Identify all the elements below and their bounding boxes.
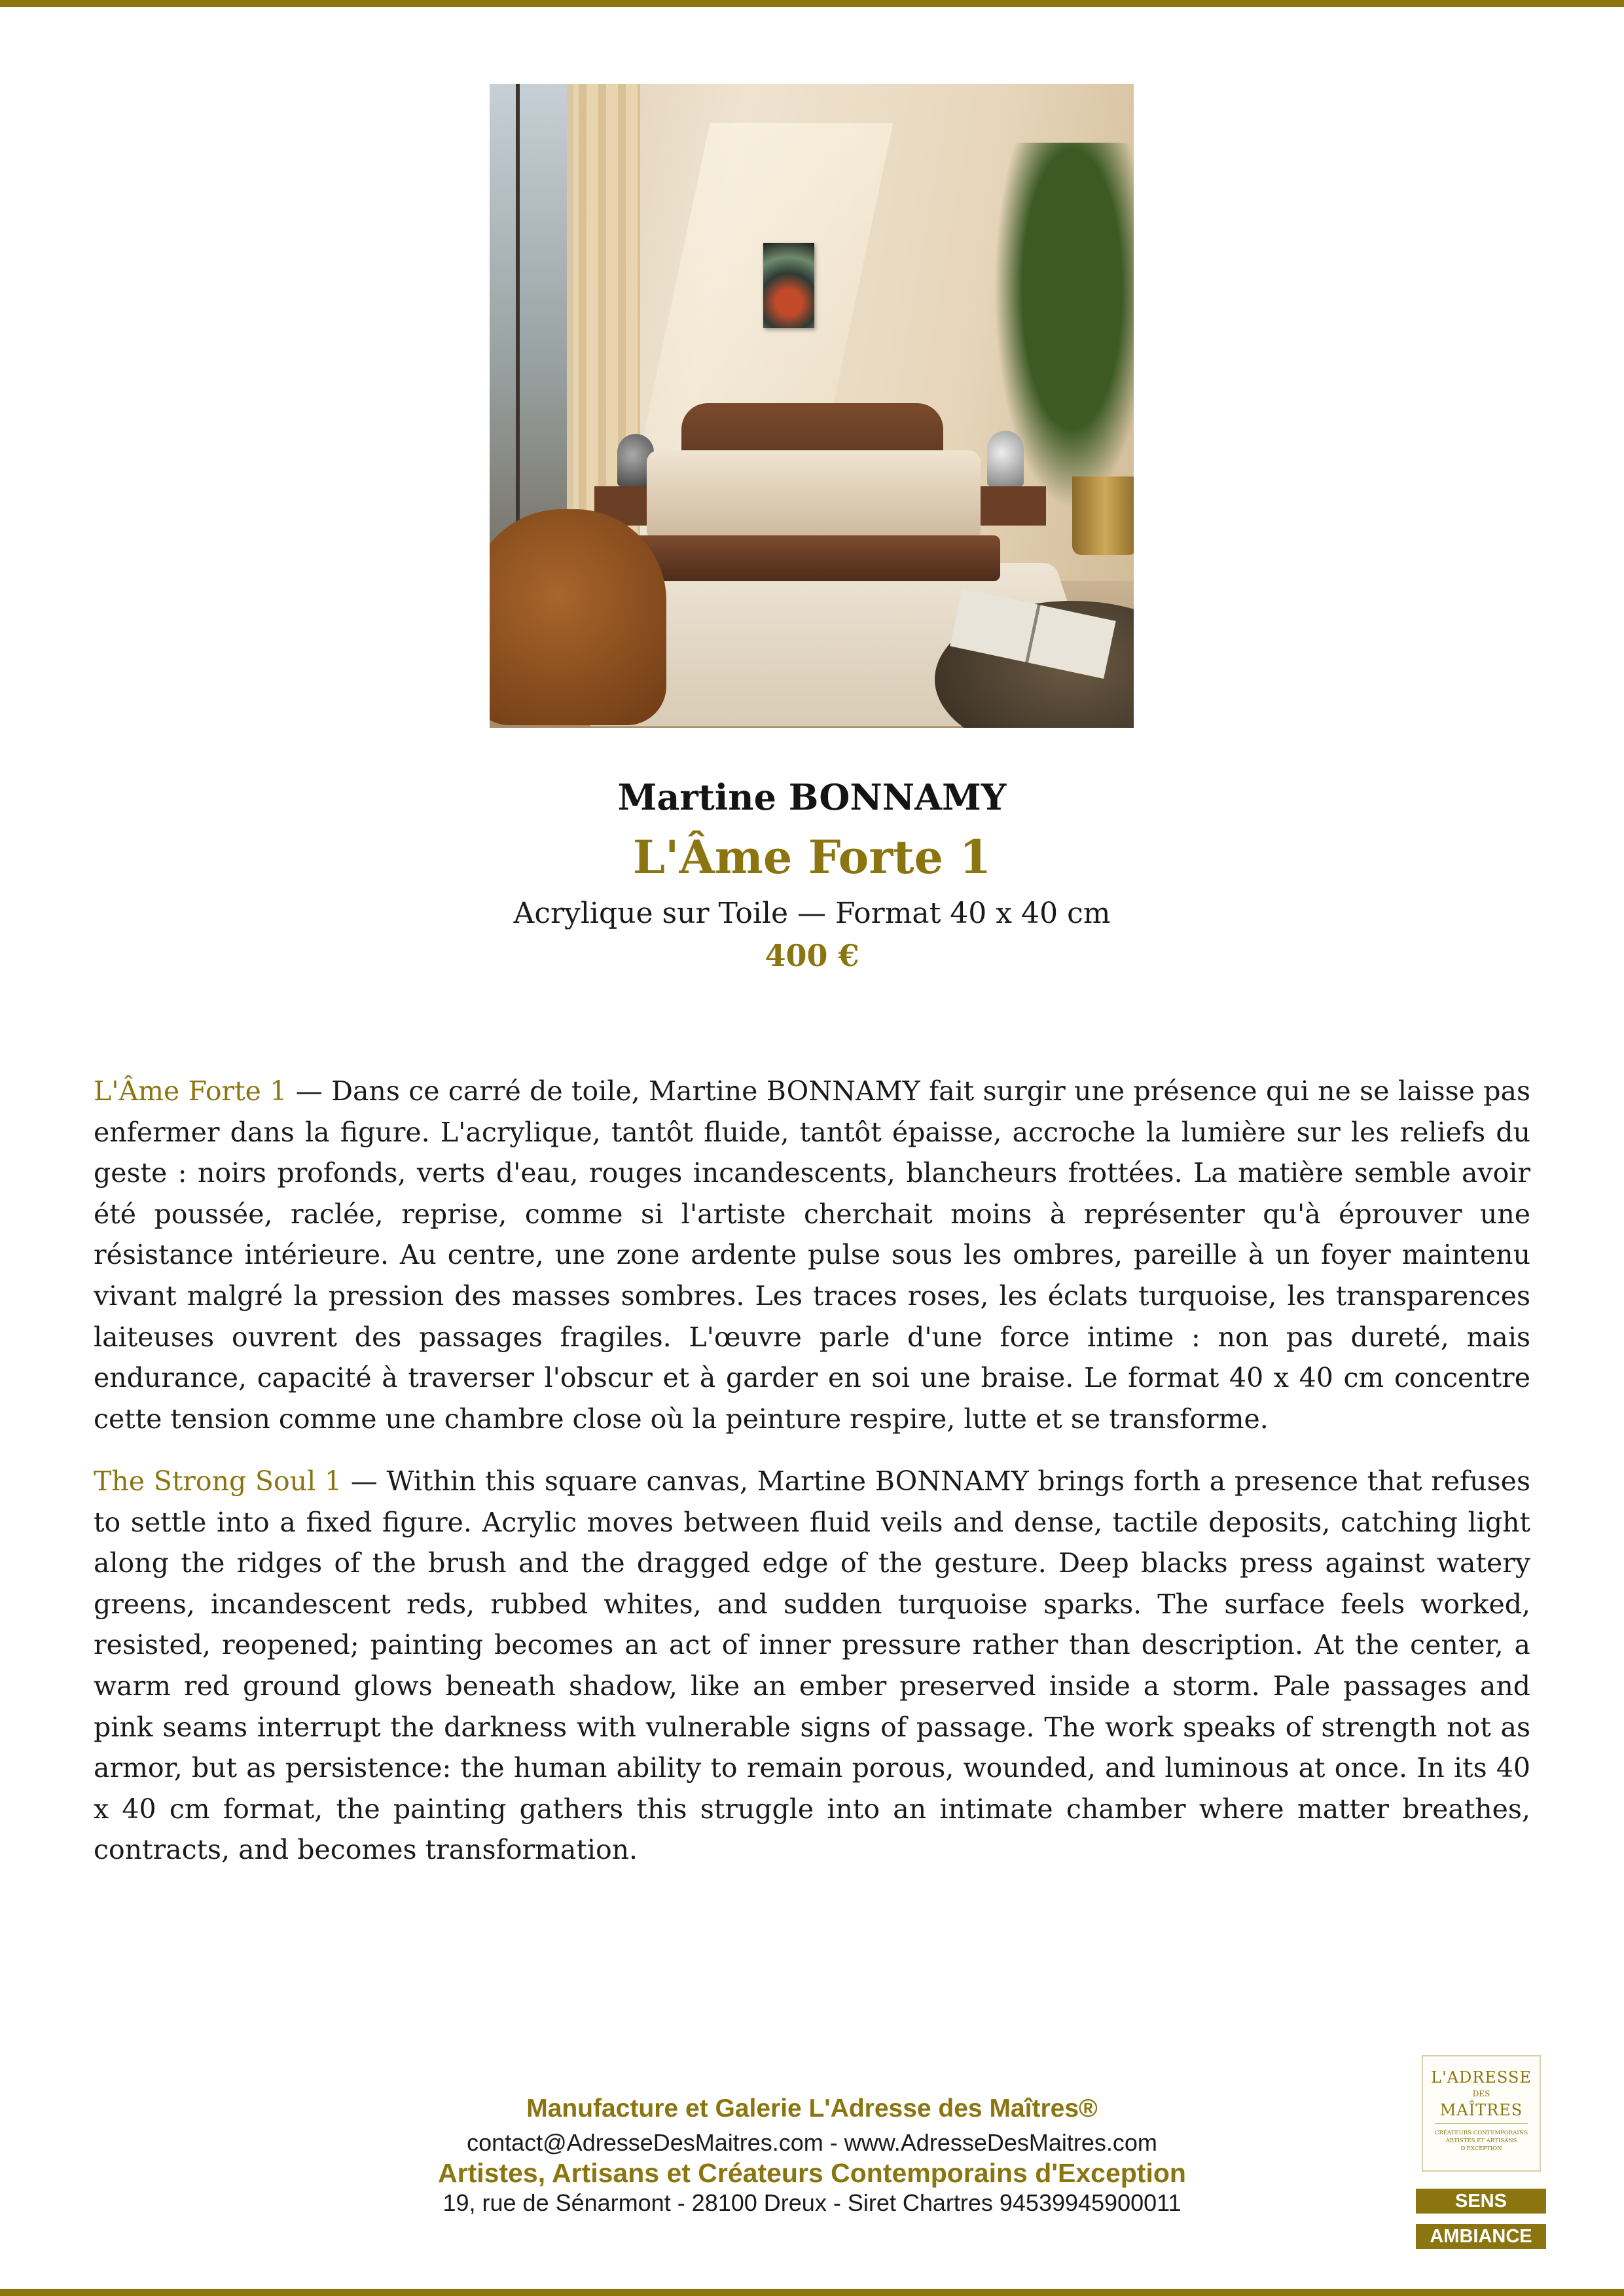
footer-contact: contact@AdresseDesMaitres.com - www.AdresseDesMaitres.com	[467, 2129, 1157, 2156]
footer-tagline: Artistes, Artisans et Créateurs Contemporains d'Exception	[438, 2158, 1186, 2188]
logo-line-1: L'ADRESSE	[1431, 2068, 1532, 2087]
description-english	[94, 1461, 1530, 1871]
description-french-text: — Dans ce carré de toile, Martine BONNAMY fait surgir une présence qui ne se laisse pas enfermer dans la figure. L'acrylique, tantôt fluide, tantôt épaisse, accroche la lumière sur les reliefs du geste : noirs profonds, verts d'eau, rouges incandescents, blancheurs frottées. La matière semble avoir été poussée, raclée, reprise, comme si l'artiste cherchait moins à représenter qu'à éprouver une résistance intérieure. Au centre, une zone ardente pulse sous les ombres, pareille à un foyer maintenu vivant malgré la pression des masses sombres. Les traces roses, les éclats turquoise, les transparences laiteuses ouvrent des passages fragiles. L'œuvre parle d'une force intime : non pas dureté, mais endurance, capacité à traverser l'obscur et à garder en soi une braise. Le format 40 x 40 cm concentre cette tension comme une chambre close où la peinture respire, lutte et se transforme.	[94, 1075, 1530, 1435]
artwork-title: L'Âme Forte 1	[632, 830, 992, 884]
logo-line-2: DES	[1472, 2089, 1490, 2098]
description-french-lead: L'Âme Forte 1	[94, 1075, 287, 1107]
photo-lamp-right	[987, 431, 1024, 486]
artwork-price: 400 €	[765, 938, 859, 973]
logo-line-4: CRÉATEURS CONTEMPORAINS ARTISTES ET ARTISANS D'EXCEPTION	[1434, 2130, 1528, 2152]
bottom-accent-bar	[0, 2289, 1624, 2296]
tag-sens: SENS	[1416, 2189, 1546, 2214]
artist-name: Martine BONNAMY	[617, 776, 1007, 818]
artwork-medium-format: Acrylique sur Toile — Format 40 x 40 cm	[513, 897, 1111, 930]
footer-gallery-name: Manufacture et Galerie L'Adresse des Maîtres®	[526, 2094, 1098, 2123]
footer-address: 19, rue de Sénarmont - 28100 Dreux - Siret Chartres 94539945900011	[442, 2189, 1182, 2216]
photo-mattress	[647, 450, 981, 542]
description-english-text: — Within this square canvas, Martine BONNAMY brings forth a presence that refuses to settle into a fixed figure. Acrylic moves between fluid veils and dense, tactile deposits, catching light along the ridges of the brush and the dragged edge of the gesture. Deep blacks press against watery greens, incandescent reds, rubbed whites, and sudden turquoise sparks. The surface feels worked, resisted, reopened; painting becomes an act of inner pressure rather than description. At the center, a warm red ground glows beneath shadow, like an ember preserved inside a storm. Pale passages and pink seams interrupt the darkness with vulnerable signs of passage. The work speaks of strength not as armor, but as persistence: the human ability to remain porous, wounded, and luminous at once. In its 40 x 40 cm format, the painting gathers this struggle into an intimate chamber where matter breathes, contracts, and becomes transformation.	[94, 1465, 1530, 1866]
description-french	[94, 1071, 1530, 1439]
gallery-logo	[1422, 2055, 1541, 2172]
photo-plant-pot	[1072, 476, 1134, 555]
photo-armchair	[490, 509, 666, 725]
description-english-lead: The Strong Soul 1	[94, 1465, 342, 1497]
top-accent-bar	[0, 0, 1624, 7]
logo-line-3: MAÎTRES	[1435, 2101, 1528, 2124]
artwork-room-photo	[490, 84, 1134, 728]
tag-ambiance: AMBIANCE	[1416, 2224, 1546, 2249]
photo-hung-painting	[763, 243, 814, 328]
photo-bed-base	[627, 535, 1000, 581]
